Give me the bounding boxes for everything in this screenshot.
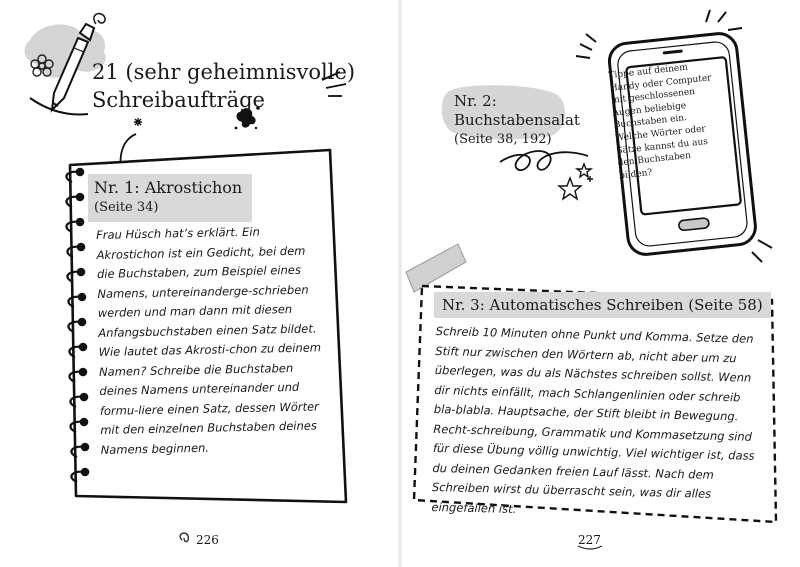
tape (406, 244, 466, 292)
nr2-pages: (Seite 38, 192) (454, 132, 552, 147)
nr2-title: Buchstabensalat (454, 111, 580, 129)
page-title-line-2: Schreibaufträge (92, 88, 265, 112)
page-title (92, 58, 355, 114)
nr3-text: Schreib 10 Minuten ohne Punkt und Komma. Setze den Stift nur zwischen den Wörtern ab, nicht aber um zu überlegen, was du als Nächstes schreiben sollst. Wenn dir nichts einfällt, mach Schlangenlinien oder schreib bla-blabla. Hauptsache, der Stift bleibt in Bewegung. Recht-schreibung, Grammatik und Kommasetzung sind für diese Übung völlig unwichtig. Viel wichtiger ist, dass du deinen Gedanken freien Lauf lässt. Nach dem Schreiben wirst du überrascht sein, was dir alles eingefallen ist. (431, 323, 755, 516)
nr2-heading: Nr. 2: (454, 92, 497, 110)
page-number-right: 227 (578, 533, 601, 547)
page-number-left: 226 (196, 533, 219, 547)
notebook-heading-block (88, 174, 252, 222)
nr2-heading-block (448, 90, 586, 151)
page-title-line-1: 21 (sehr geheimnisvolle) (92, 60, 356, 84)
swirl (94, 14, 105, 24)
notebook-text: Frau Hüsch hat’s erklärt. Ein Akrostichon ist ein Gedicht, bei dem die Buchstaben, zum Beispiel eines Namens, untereinanderge-schrieben werden und man dann mit diesen Anfangsbuchstaben einen Satz bildet. Wie lautet das Akrosti-chon zu deinem Namen? Schreibe die Buchstaben deines Namens untereinander und formu-liere einen Satz, dessen Wörter mit den einzelnen Buchstaben deines Namens beginnen. (96, 224, 322, 457)
star-icon (559, 164, 593, 199)
notebook-heading: Nr. 1: Akrostichon (94, 178, 243, 197)
nr3-heading: Nr. 3: Automatisches Schreiben (Seite 58) (434, 292, 771, 318)
phone-screen-text: Tippe auf deinem Handy oder Computer mit geschlossenen Augen beliebige Buchstaben ein. Welche Wörter oder Sätze kannst du aus den Buchstaben bilden? (608, 62, 712, 182)
squiggle (500, 151, 588, 170)
page-number-swirl-left (180, 533, 188, 542)
notebook-subheading: (Seite 34) (94, 200, 159, 215)
